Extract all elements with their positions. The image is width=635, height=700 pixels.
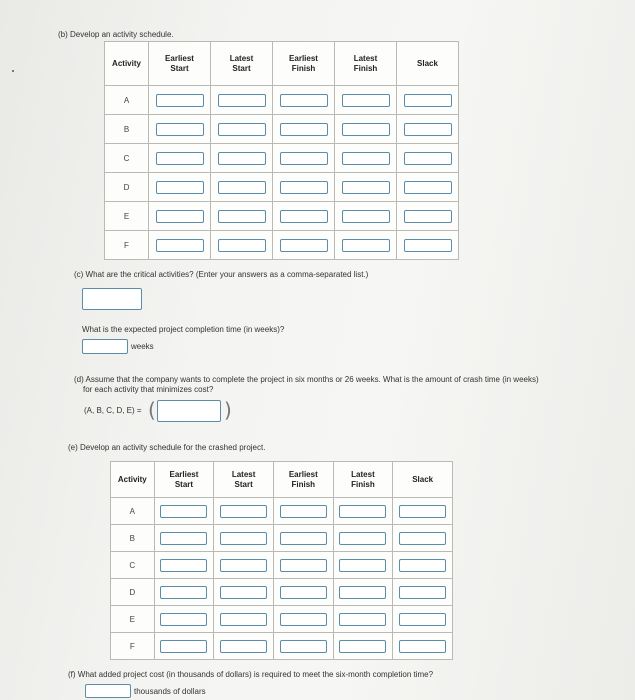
earliest-start-cell <box>154 633 214 660</box>
earliest-finish-cell <box>273 552 333 579</box>
header-earliest-start: Earliest Start <box>154 462 214 498</box>
latest-start-input[interactable] <box>220 613 267 626</box>
latest-start-cell <box>211 231 273 260</box>
table-row <box>111 606 453 633</box>
header-latest-finish: Latest Finish <box>335 42 397 86</box>
earliest-finish-cell <box>273 633 333 660</box>
table-row <box>105 231 459 260</box>
completion-time-question: What is the expected project completion time (in weeks)? <box>82 325 285 334</box>
slack-cell <box>397 86 459 115</box>
earliest-start-cell <box>154 606 214 633</box>
earliest-finish-cell <box>273 606 333 633</box>
slack-cell <box>397 173 459 202</box>
earliest-finish-input[interactable] <box>280 152 328 165</box>
table-row <box>105 144 459 173</box>
latest-start-input[interactable] <box>218 123 266 136</box>
earliest-start-cell <box>149 144 211 173</box>
latest-start-cell <box>214 633 274 660</box>
activity-label: E <box>111 606 155 633</box>
slack-input[interactable] <box>404 181 452 194</box>
earliest-finish-input[interactable] <box>280 586 327 599</box>
earliest-finish-cell <box>273 498 333 525</box>
weeks-unit: weeks <box>131 342 154 351</box>
earliest-start-input[interactable] <box>160 640 207 653</box>
activity-label: B <box>111 525 155 552</box>
latest-finish-input[interactable] <box>342 94 390 107</box>
activity-label: D <box>105 173 149 202</box>
slack-input[interactable] <box>399 640 446 653</box>
latest-finish-cell <box>333 525 393 552</box>
slack-cell <box>397 115 459 144</box>
crash-time-input[interactable] <box>157 400 221 422</box>
latest-start-cell <box>211 173 273 202</box>
earliest-finish-input[interactable] <box>280 181 328 194</box>
earliest-start-cell <box>149 173 211 202</box>
part-f-label: (f) What added project cost (in thousands of dollars) is required to meet the six-month completion time? <box>68 670 434 679</box>
latest-finish-input[interactable] <box>339 613 386 626</box>
slack-cell <box>393 498 453 525</box>
activity-label: F <box>105 231 149 260</box>
latest-start-cell <box>211 202 273 231</box>
earliest-finish-cell <box>273 579 333 606</box>
latest-start-input[interactable] <box>218 239 266 252</box>
latest-finish-input[interactable] <box>339 559 386 572</box>
earliest-finish-cell <box>273 202 335 231</box>
earliest-finish-cell <box>273 525 333 552</box>
header-latest-start: Latest Start <box>211 42 273 86</box>
header-activity: Activity <box>111 462 155 498</box>
earliest-start-input[interactable] <box>160 586 207 599</box>
header-latest-start: Latest Start <box>214 462 274 498</box>
latest-finish-cell <box>335 144 397 173</box>
earliest-finish-input[interactable] <box>280 640 327 653</box>
latest-finish-input[interactable] <box>342 181 390 194</box>
header-earliest-finish: Earliest Finish <box>273 42 335 86</box>
latest-start-input[interactable] <box>220 559 267 572</box>
earliest-finish-cell <box>273 231 335 260</box>
earliest-start-input[interactable] <box>156 123 204 136</box>
earliest-start-input[interactable] <box>160 559 207 572</box>
header-activity: Activity <box>105 42 149 86</box>
latest-finish-cell <box>335 86 397 115</box>
slack-input[interactable] <box>399 613 446 626</box>
slack-input[interactable] <box>404 239 452 252</box>
cost-unit: thousands of dollars <box>134 687 206 696</box>
part-d-line2: for each activity that minimizes cost? <box>83 385 214 394</box>
latest-start-cell <box>214 552 274 579</box>
slack-input[interactable] <box>404 123 452 136</box>
slack-input[interactable] <box>399 559 446 572</box>
earliest-start-cell <box>154 552 214 579</box>
latest-finish-cell <box>333 498 393 525</box>
latest-finish-cell <box>333 552 393 579</box>
activity-label: B <box>105 115 149 144</box>
slack-input[interactable] <box>404 210 452 223</box>
earliest-finish-input[interactable] <box>280 559 327 572</box>
activity-label: D <box>111 579 155 606</box>
latest-finish-cell <box>335 231 397 260</box>
slack-cell <box>397 144 459 173</box>
latest-finish-input[interactable] <box>342 239 390 252</box>
header-slack: Slack <box>393 462 453 498</box>
earliest-finish-input[interactable] <box>280 239 328 252</box>
earliest-finish-input[interactable] <box>280 505 327 518</box>
open-paren: ( <box>148 398 156 422</box>
slack-cell <box>393 579 453 606</box>
latest-finish-input[interactable] <box>339 532 386 545</box>
latest-start-input[interactable] <box>218 210 266 223</box>
earliest-start-input[interactable] <box>156 152 204 165</box>
slack-input[interactable] <box>399 505 446 518</box>
part-e-label: (e) Develop an activity schedule for the crashed project. <box>68 443 266 452</box>
slack-cell <box>393 606 453 633</box>
close-paren: ) <box>224 398 232 422</box>
added-cost-input[interactable] <box>85 684 131 698</box>
latest-finish-input[interactable] <box>339 586 386 599</box>
slack-input[interactable] <box>404 152 452 165</box>
slack-input[interactable] <box>404 94 452 107</box>
table-row <box>111 552 453 579</box>
table-row <box>105 202 459 231</box>
earliest-start-cell <box>154 525 214 552</box>
earliest-finish-cell <box>273 115 335 144</box>
header-slack: Slack <box>397 42 459 86</box>
table-row <box>111 525 453 552</box>
latest-finish-cell <box>333 633 393 660</box>
bullet-mark <box>12 70 14 72</box>
table-row <box>105 173 459 202</box>
latest-start-input[interactable] <box>220 505 267 518</box>
slack-cell <box>393 633 453 660</box>
latest-finish-cell <box>333 606 393 633</box>
activity-label: C <box>111 552 155 579</box>
earliest-start-input[interactable] <box>156 210 204 223</box>
table-row <box>111 498 453 525</box>
part-d-line1: (d) Assume that the company wants to complete the project in six months or 26 weeks. What is the amount of crash time (in weeks) <box>74 375 539 384</box>
latest-start-input[interactable] <box>218 152 266 165</box>
earliest-finish-cell <box>273 86 335 115</box>
crash-time-expression: (A, B, C, D, E) = <box>84 406 142 415</box>
latest-finish-cell <box>333 579 393 606</box>
latest-finish-input[interactable] <box>342 210 390 223</box>
latest-start-input[interactable] <box>220 532 267 545</box>
table-row <box>105 115 459 144</box>
latest-finish-input[interactable] <box>342 123 390 136</box>
slack-input[interactable] <box>399 586 446 599</box>
slack-input[interactable] <box>399 532 446 545</box>
activity-label: C <box>105 144 149 173</box>
latest-start-cell <box>214 498 274 525</box>
latest-start-input[interactable] <box>220 586 267 599</box>
table-row <box>105 86 459 115</box>
latest-start-cell <box>211 115 273 144</box>
earliest-start-input[interactable] <box>156 94 204 107</box>
latest-start-input[interactable] <box>220 640 267 653</box>
latest-finish-input[interactable] <box>342 152 390 165</box>
activity-label: E <box>105 202 149 231</box>
header-latest-finish: Latest Finish <box>333 462 393 498</box>
earliest-finish-cell <box>273 144 335 173</box>
header-earliest-finish: Earliest Finish <box>273 462 333 498</box>
latest-start-cell <box>211 86 273 115</box>
part-b-label: (b) Develop an activity schedule. <box>58 30 174 39</box>
earliest-finish-input[interactable] <box>280 532 327 545</box>
latest-finish-input[interactable] <box>339 505 386 518</box>
earliest-finish-input[interactable] <box>280 94 328 107</box>
earliest-start-cell <box>149 202 211 231</box>
earliest-start-cell <box>149 115 211 144</box>
activity-schedule-table <box>104 41 459 260</box>
slack-cell <box>397 231 459 260</box>
latest-finish-cell <box>335 173 397 202</box>
earliest-start-input[interactable] <box>156 239 204 252</box>
activity-label: F <box>111 633 155 660</box>
latest-finish-cell <box>335 202 397 231</box>
earliest-finish-input[interactable] <box>280 210 328 223</box>
earliest-start-input[interactable] <box>160 505 207 518</box>
header-earliest-start: Earliest Start <box>149 42 211 86</box>
table-row <box>111 579 453 606</box>
crashed-schedule-table <box>110 461 453 660</box>
slack-cell <box>393 525 453 552</box>
latest-start-cell <box>214 579 274 606</box>
completion-time-input[interactable] <box>82 339 128 354</box>
latest-start-input[interactable] <box>218 181 266 194</box>
latest-finish-cell <box>335 115 397 144</box>
earliest-start-input[interactable] <box>160 532 207 545</box>
latest-start-cell <box>214 606 274 633</box>
earliest-finish-input[interactable] <box>280 613 327 626</box>
critical-activities-input[interactable] <box>82 288 142 310</box>
earliest-start-cell <box>154 579 214 606</box>
latest-start-input[interactable] <box>218 94 266 107</box>
table-row <box>111 633 453 660</box>
earliest-finish-input[interactable] <box>280 123 328 136</box>
latest-start-cell <box>214 525 274 552</box>
activity-label: A <box>105 86 149 115</box>
activity-label: A <box>111 498 155 525</box>
earliest-start-cell <box>149 231 211 260</box>
earliest-finish-cell <box>273 173 335 202</box>
earliest-start-cell <box>154 498 214 525</box>
earliest-start-input[interactable] <box>160 613 207 626</box>
earliest-start-cell <box>149 86 211 115</box>
earliest-start-input[interactable] <box>156 181 204 194</box>
latest-finish-input[interactable] <box>339 640 386 653</box>
slack-cell <box>397 202 459 231</box>
slack-cell <box>393 552 453 579</box>
latest-start-cell <box>211 144 273 173</box>
part-c-label: (c) What are the critical activities? (Enter your answers as a comma-separated list.) <box>74 270 369 279</box>
